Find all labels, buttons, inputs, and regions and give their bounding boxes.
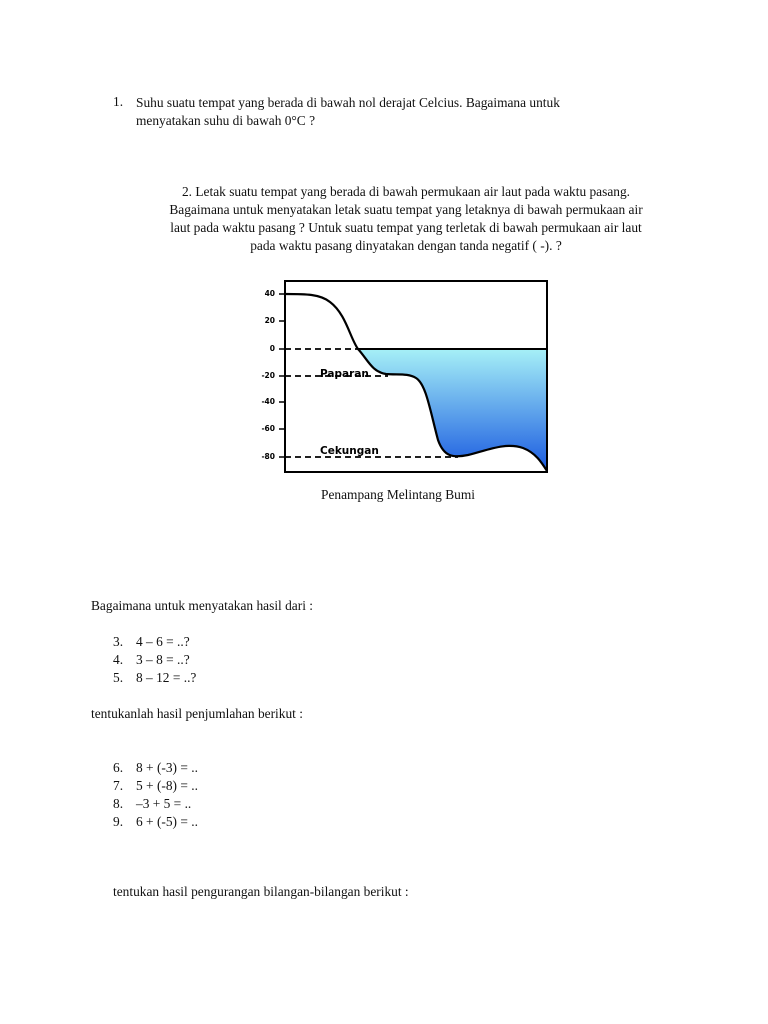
question-1-line: menyatakan suhu di bawah 0°C ? <box>136 113 316 128</box>
list-item-number: 9. <box>113 814 124 829</box>
question-1-text <box>136 94 560 130</box>
list-item-text: 6 + (-5) = .. <box>136 814 198 829</box>
shelf-label: Paparan <box>320 368 369 380</box>
list-item-number: 7. <box>113 778 124 793</box>
list-item-text: 8 + (-3) = .. <box>136 760 198 775</box>
list-item-text: 3 – 8 = ..? <box>136 652 190 667</box>
question-2-line: pada waktu pasang dinyatakan dengan tanda negatif ( -). ? <box>250 238 562 253</box>
section-b-heading: tentukanlah hasil penjumlahan berikut : <box>91 706 303 721</box>
list-item-number: 6. <box>113 760 124 775</box>
y-tick-label: 0 <box>269 344 275 353</box>
question-2-line: Bagaimana untuk menyatakan letak suatu tempat yang letaknya di bawah permukaan air <box>169 202 643 217</box>
basin-label: Cekungan <box>320 445 379 457</box>
list-item-text: 4 – 6 = ..? <box>136 634 190 649</box>
list-item-text: 8 – 12 = ..? <box>136 670 197 685</box>
question-2-line: 2. Letak suatu tempat yang berada di bawah permukaan air laut pada waktu pasang. <box>181 184 631 199</box>
question-2-line: laut pada waktu pasang ? Untuk suatu tempat yang terletak di bawah permukaan air laut <box>170 220 642 235</box>
y-tick-label: -80 <box>261 452 275 461</box>
y-tick-label: -40 <box>261 397 275 406</box>
list-item-number: 4. <box>113 652 124 667</box>
question-1-number: 1. <box>113 94 124 109</box>
y-tick-label: -60 <box>261 424 275 433</box>
list-item-number: 8. <box>113 796 124 811</box>
y-tick-label: -20 <box>261 371 275 380</box>
y-tick-label: 20 <box>264 316 275 325</box>
question-1-line: Suhu suatu tempat yang berada di bawah nol derajat Celcius. Bagaimana untuk <box>136 95 560 110</box>
section-c-heading: tentukan hasil pengurangan bilangan-bilangan berikut : <box>113 884 409 899</box>
sea-water-area <box>358 349 547 471</box>
cross-section-figure <box>258 280 554 476</box>
list-item-number: 5. <box>113 670 124 685</box>
list-item-text: 5 + (-8) = .. <box>136 778 198 793</box>
list-item-number: 3. <box>113 634 124 649</box>
y-tick-label: 40 <box>264 289 275 298</box>
list-item-text: –3 + 5 = .. <box>136 796 192 811</box>
figure-caption: Penampang Melintang Bumi <box>321 487 475 502</box>
section-a-heading: Bagaimana untuk menyatakan hasil dari : <box>91 598 313 613</box>
cross-section-diagram <box>258 280 554 476</box>
question-2-text <box>132 183 680 255</box>
